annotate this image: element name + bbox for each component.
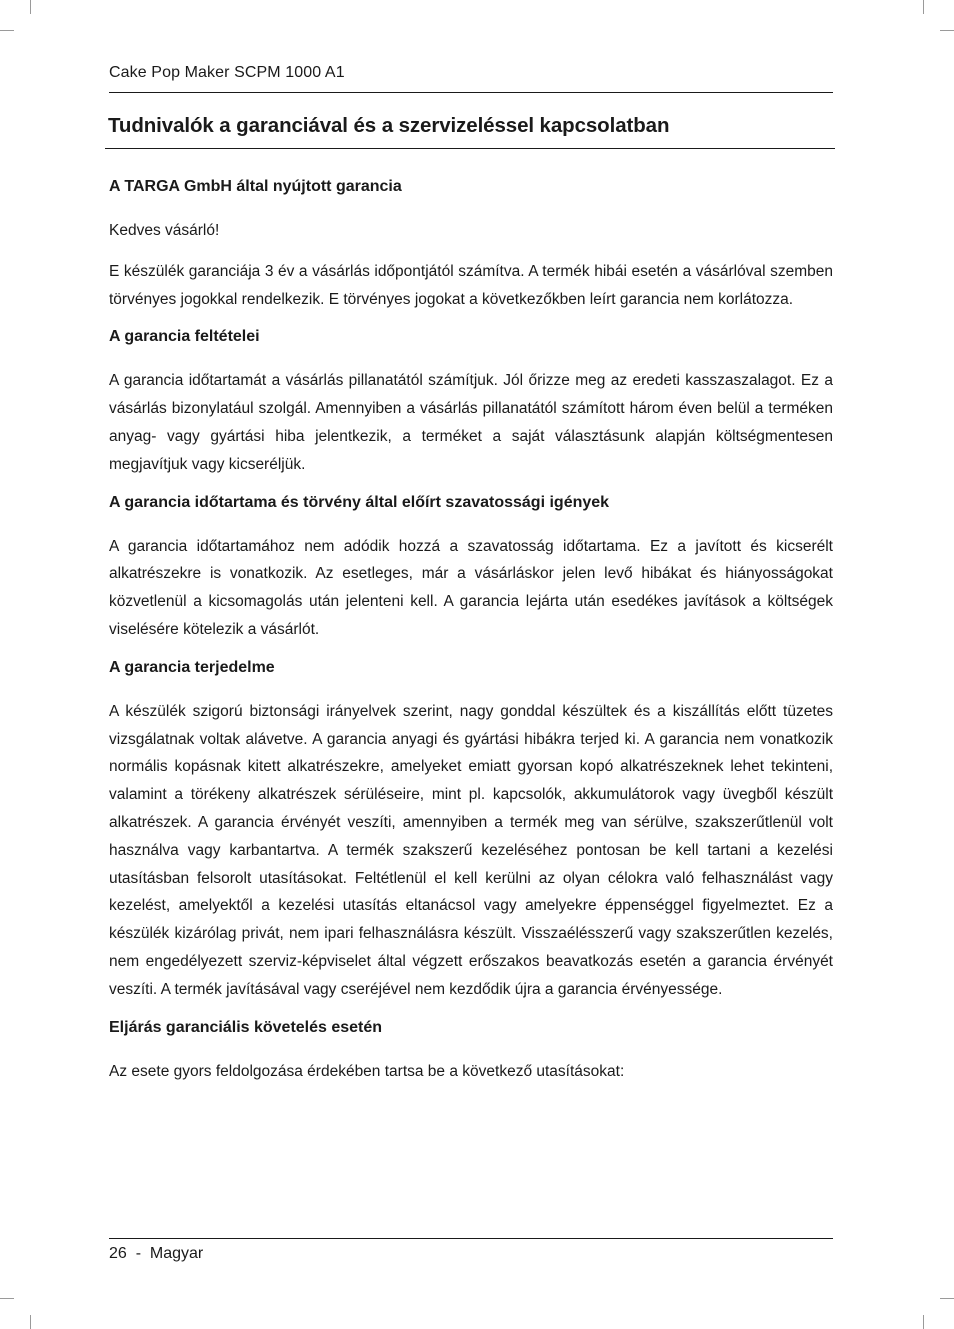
section-heading: Eljárás garanciális követelés esetén [109, 1018, 383, 1036]
paragraph: A készülék szigorú biztonsági irányelvek szerint, nagy gonddal készültek és a kiszállítás előtt tüzetes vizsgálatnak voltak alávetve. A garancia anyagi és gyártási hibákra terjed ki. A garancia nem vonatkozik normális kopásnak kitett alkatrészekre, amelyeket emiatt gyorsan kopó alkatrészeknek lehet tekinteni, valamint a törékeny alkatrészek sérüléseire, mint pl. kapcsolók, akkumulátorok vagy üvegből készült alkatrészek. A garancia érvényét veszíti, amennyiben a termék meg van sérülve, szakszerűtlenül volt használva vagy karbantartva. A termék szakszerű kezeléséhez pontosan be kell tartani a kezelési utasításban felsorolt utasításokat. Feltétlenül el kell kerülni az olyan célokra való felhasználást vagy kezelést, amelyektől a kezelési utasítás eltanácsol vagy amelyekre éppenséggel figyelmeztet. Ez a készülék kizárólag privát, nem ipari felhasználásra készült. Visszaélésszerű vagy szakszerűtlen kezelés, nem engedélyezett szerviz-képviselet által végzett erőszakos beavatkozás esetén a garancia érvényét veszíti. A termék javításával vagy cseréjével nem kezdődik újra a garancia érvényessége. [109, 702, 833, 998]
main-heading-block [105, 110, 835, 149]
paragraph: A garancia időtartamát a vásárlás pillanatától számítjuk. Jól őrizze meg az eredeti kasszaszalagot. Ez a vásárlás bizonylatául szolgál. Amennyiben a vásárlás pillanatától számított három éven belül a terméken anyag- vagy gyártási hiba jelentkezik, a terméket a saját választásunk alapján költségmentesen megjavítjuk vagy kicseréljük. [109, 372, 833, 473]
section-warranty-scope [109, 657, 833, 1004]
section-heading: A garancia terjedelme [109, 658, 275, 676]
page-number: 26 [109, 1245, 127, 1262]
section-heading: A TARGA GmbH által nyújtott garancia [109, 178, 402, 195]
section-warranty-duration [109, 492, 833, 644]
section-heading: A garancia időtartama és törvény által előírt szavatossági igények [109, 493, 610, 511]
footer-language: Magyar [149, 1245, 204, 1262]
section-claim-procedure [109, 1017, 833, 1086]
crop-mark [30, 0, 31, 14]
crop-mark [940, 1298, 954, 1299]
footer-separator: - [135, 1245, 142, 1262]
page-title: Tudnivalók a garanciával és a szervizeléssel kapcsolatban [108, 114, 670, 137]
crop-mark [0, 30, 14, 31]
section-warranty-conditions [109, 326, 833, 478]
crop-mark [940, 30, 954, 31]
section-heading: A garancia feltételei [109, 328, 260, 346]
crop-mark [923, 0, 924, 14]
page-content [109, 176, 833, 1098]
paragraph: E készülék garanciája 3 év a vásárlás időpontjától számítva. A termék hibái esetén a vásárlóval szemben törvényes jogokkal rendelkezik. E törvényes jogokat a következőkben leírt garancia nem korlátozza. [109, 262, 833, 308]
header-title: Cake Pop Maker SCPM 1000 A1 [109, 64, 345, 81]
paragraph: Kedves vásárló! [109, 222, 220, 239]
crop-mark [923, 1315, 924, 1329]
paragraph: Az esete gyors feldolgozása érdekében tartsa be a következő utasításokat: [109, 1062, 625, 1080]
crop-mark [30, 1315, 31, 1329]
page-footer [109, 1238, 833, 1269]
footer-text [109, 1245, 203, 1263]
page-header [109, 62, 833, 93]
crop-mark [0, 1298, 14, 1299]
paragraph: A garancia időtartamához nem adódik hozzá a szavatosság időtartama. Ez a javított és kicserélt alkatrészekre is vonatkozik. Az esetleges, már a vásárláskor jelen levő hibákat és hiányosságokat közvetlenül a kicsomagolás után jelenteni kell. A garancia lejárta után esedékes javítások a költségek viselésére kötelezik a vásárlót. [109, 537, 833, 638]
section-targa-warranty [109, 176, 833, 313]
